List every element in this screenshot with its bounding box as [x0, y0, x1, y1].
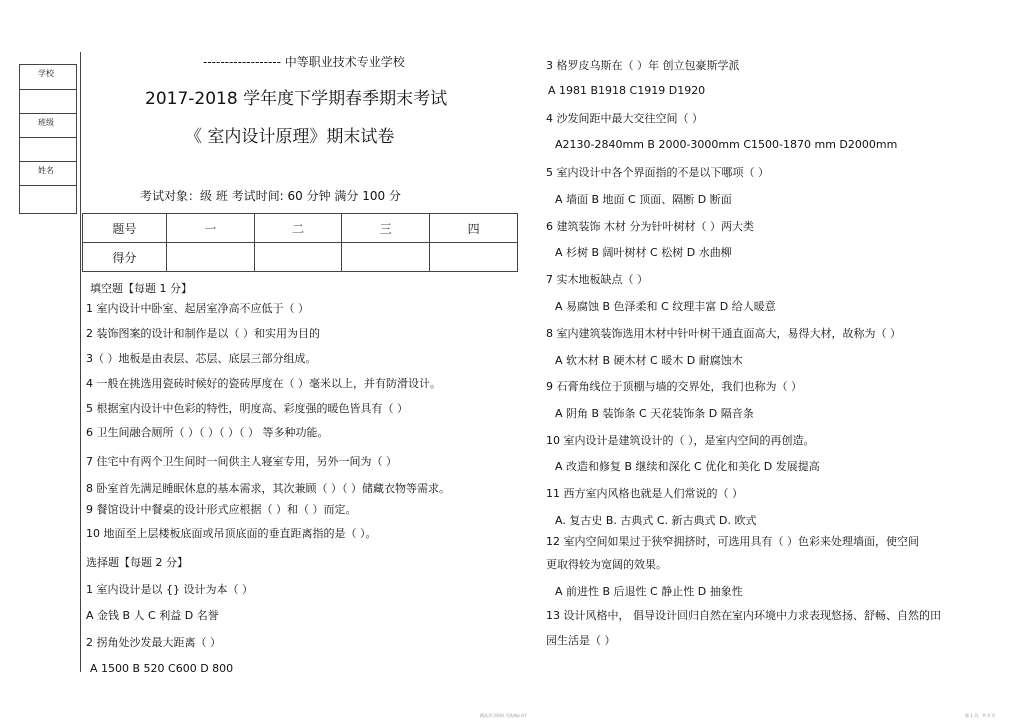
question-line: 7 住宅中有两个卫生间时一间供主人寝室专用，另外一间为（ ） — [86, 455, 397, 468]
option-line: A 杉树 B 阔叶树材 C 松树 D 水曲柳 — [555, 246, 732, 259]
score-cell[interactable] — [254, 243, 342, 272]
question-line: 3 格罗皮乌斯在（ ）年 创立包豪斯学派 — [546, 59, 740, 72]
option-line: A 1500 B 520 C600 D 800 — [90, 662, 234, 675]
school-line: ------------------ 中等职业技术专业学校 — [203, 55, 405, 69]
question-line: 10 室内设计是建筑设计的（ ），是室内空间的再创造。 — [546, 434, 815, 447]
binding-line — [80, 52, 81, 672]
score-header-cell: 四 — [430, 214, 518, 243]
divider — [20, 137, 76, 138]
question-line: 5 根据室内设计中色彩的特性，明度高、彩度强的暖色皆具有（ ） — [86, 402, 408, 415]
exam-title: 2017-2018 学年度下学期春季期末考试 — [145, 89, 448, 109]
option-line: A 前进性 B 后退性 C 静止性 D 抽象性 — [555, 585, 743, 598]
question-line: 更取得较为宽阔的效果。 — [546, 558, 667, 571]
question-line: 3（ ）地板是由表层、芯层、底层三部分组成。 — [86, 352, 317, 365]
question-line: 8 室内建筑装饰选用木材中针叶树干通直面高大，易得大材，故称为（ ） — [546, 327, 901, 340]
score-header-cell: 一 — [166, 214, 254, 243]
question-line: 11 西方室内风格也就是人们常说的（ ） — [546, 487, 743, 500]
question-line: 4 沙发间距中最大交往空间（ ） — [546, 112, 703, 125]
option-line: A 1981 B1918 C1919 D1920 — [548, 84, 706, 97]
question-line: 5 室内设计中各个界面指的不是以下哪项（ ） — [546, 166, 769, 179]
score-header-cell: 二 — [254, 214, 342, 243]
question-line: 1 室内设计是以 {} 设计为本（ ） — [86, 583, 253, 596]
option-line: A 易腐蚀 B 色泽柔和 C 纹理丰富 D 给人暖意 — [555, 300, 776, 313]
school-label: 学校 — [38, 69, 54, 78]
score-header-cell: 三 — [342, 214, 430, 243]
divider — [20, 113, 76, 114]
section-heading: 填空题【每题 1 分】 — [90, 282, 192, 295]
question-line: 9 石膏角线位于顶棚与墙的交界处，我们也称为（ ） — [546, 380, 802, 393]
question-line: 6 卫生间融合厕所（ ）（ ）（ ）（ ） 等多种功能。 — [86, 426, 329, 439]
score-header-cell: 题号 — [83, 214, 167, 243]
score-cell[interactable] — [430, 243, 518, 272]
question-line: 园生活是（ ） — [546, 634, 616, 647]
paper-title: 《 室内设计原理》期末试卷 — [185, 127, 395, 147]
divider — [20, 89, 76, 90]
question-line: 6 建筑装饰 木材 分为针叶树材（ ）两大类 — [546, 220, 754, 233]
option-line: A 改造和修复 B 继续和深化 C 优化和美化 D 发展提高 — [555, 460, 820, 473]
option-line: A. 复古史 B. 古典式 C. 新古典式 D. 欧式 — [555, 514, 757, 527]
question-line: 10 地面至上层楼板底面或吊顶底面的垂直距离指的是（ ）。 — [86, 527, 377, 540]
question-line: 2 拐角处沙发最大距离（ ） — [86, 636, 221, 649]
score-row-label: 得分 — [83, 243, 167, 272]
divider — [20, 161, 76, 162]
student-info-box — [19, 64, 77, 214]
option-line: A 金钱 B 人 C 利益 D 名誉 — [86, 609, 219, 622]
option-line: A 阴角 B 装饰条 C 天花装饰条 D 隔音条 — [555, 407, 754, 420]
question-line: 13 设计风格中， 倡导设计回归自然在室内环境中力求表现悠扬、舒畅、自然的田 — [546, 609, 941, 622]
class-label: 班级 — [38, 118, 54, 127]
question-line: 1 室内设计中卧室、起居室净高不应低于（ ） — [86, 302, 309, 315]
question-line: 12 室内空间如果过于狭窄拥挤时，可选用具有（ ）色彩来处理墙面，使空间 — [546, 535, 919, 548]
exam-info: 考试对象：级 班 考试时间: 60 分钟 满分 100 分 — [140, 189, 401, 203]
option-line: A 软木材 B 硬木材 C 暖木 D 耐腐蚀木 — [555, 354, 743, 367]
option-line: A2130-2840mm B 2000-3000mm C1500-1870 mm D2000mm — [555, 138, 898, 151]
divider — [20, 185, 76, 186]
section-heading: 选择题【每题 2 分】 — [86, 556, 188, 569]
footer-watermark: 精品学习资料 可选择p d f — [480, 713, 527, 718]
question-line: 2 装饰图案的设计和制作是以（ ）和实用为目的 — [86, 327, 320, 340]
page-number: 第 1 页，共 4 页 — [965, 713, 996, 718]
score-cell[interactable] — [342, 243, 430, 272]
question-line: 7 实木地板缺点（ ） — [546, 273, 648, 286]
score-table — [82, 213, 518, 272]
name-label: 姓名 — [38, 166, 54, 175]
question-line: 8 卧室首先满足睡眠休息的基本需求，其次兼顾（ ）（ ）储藏衣物等需求。 — [86, 482, 450, 495]
score-cell[interactable] — [166, 243, 254, 272]
question-line: 4 一般在挑选用瓷砖时候好的瓷砖厚度在（ ）毫米以上，并有防滑设计。 — [86, 377, 441, 390]
option-line: A 墙面 B 地面 C 顶面、隔断 D 断面 — [555, 193, 732, 206]
question-line: 9 餐馆设计中餐桌的设计形式应根据（ ）和（ ）而定。 — [86, 503, 357, 516]
